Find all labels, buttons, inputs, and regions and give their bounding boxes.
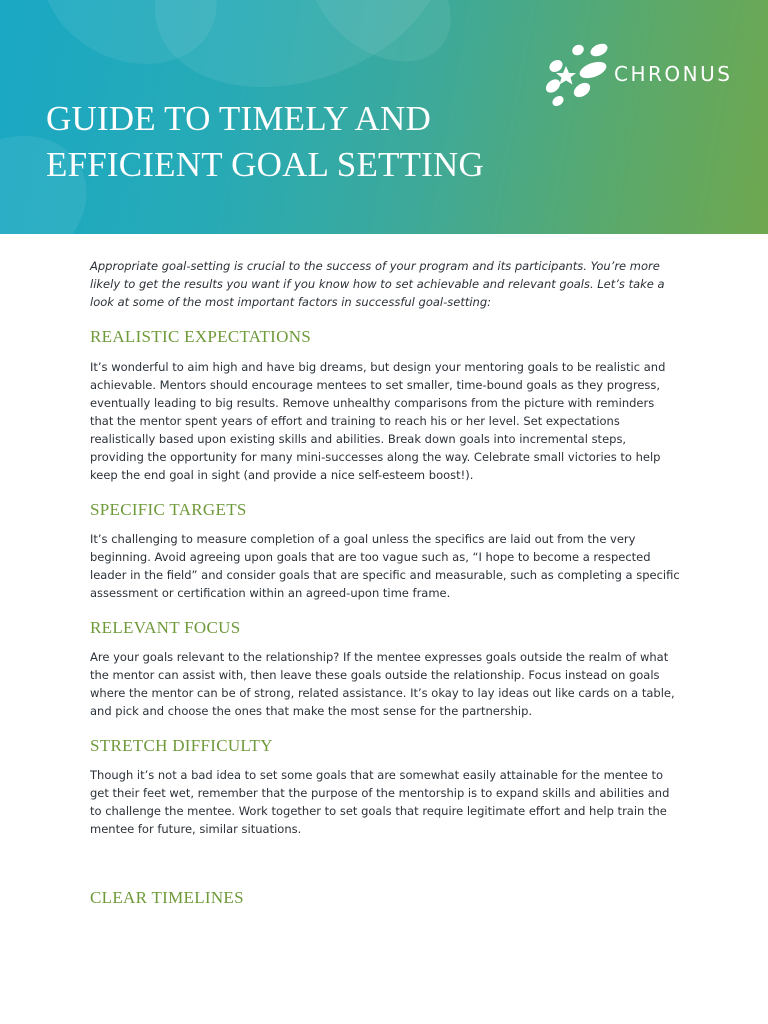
- section-heading-specific-targets: SPECIFIC TARGETS: [90, 500, 247, 519]
- logo-wordmark: CHRONUS: [614, 62, 733, 86]
- section-body-realistic-expectations: It’s wonderful to aim high and have big dreams, but design your mentoring goals to be realistic and achievable. Mentors should encourage mentees to set smaller, time-bound goals as they progress, eventually leading to big results. Remove unhealthy comparisons from the picture with reminders that the mentor spent years of effort and training to reach his or her level. Set expectations realistically based upon existing skills and abilities. Break down goals into incremental steps, providing the opportunity for many mini-successes along the way. Celebrate small victories to help keep the end goal in sight (and provide a nice self-esteem boost!).: [90, 360, 666, 482]
- document-body: [90, 257, 680, 909]
- section-body-relevant-focus: Are your goals relevant to the relationship? If the mentee expresses goals outside the realm of what the mentor can assist with, then leave these goals outside the relationship. Focus instead on goals where the mentor can be of strong, related assistance. It’s okay to lay ideas out like cards on a table, and pick and choose the ones that make the most sense for the partnership.: [90, 650, 675, 718]
- intro-paragraph: Appropriate goal-setting is crucial to the success of your program and its participants. You’re more likely to get the results you want if you know how to set achievable and relevant goals. Let’s take a look at some of the most important factors in successful goal-setting:: [90, 259, 665, 309]
- title-line-1: GUIDE TO TIMELY AND: [46, 99, 431, 138]
- header-banner: [0, 0, 768, 234]
- chronus-logo: [544, 42, 744, 108]
- section-heading-stretch-difficulty: STRETCH DIFFICULTY: [90, 736, 273, 755]
- section-body-specific-targets: It’s challenging to measure completion of a goal unless the specifics are laid out from the very beginning. Avoid agreeing upon goals that are too vague such as, “I hope to become a respected leader in the field” and consider goals that are specific and measurable, such as completing a specific assessment or certification within an agreed-upon time frame.: [90, 532, 680, 600]
- section-heading-realistic-expectations: REALISTIC EXPECTATIONS: [90, 327, 312, 346]
- section-heading-relevant-focus: RELEVANT FOCUS: [90, 618, 241, 637]
- page-title: [46, 96, 566, 188]
- section-body-stretch-difficulty: Though it’s not a bad idea to set some goals that are somewhat easily attainable for the mentee to get their feet wet, remember that the purpose of the mentorship is to expand skills and abilities and to challenge the mentee. Work together to set goals that require legitimate effort and help train the mentee for future, similar situations.: [90, 768, 670, 836]
- title-line-2: EFFICIENT GOAL SETTING: [46, 145, 484, 184]
- section-heading-clear-timelines: CLEAR TIMELINES: [90, 888, 244, 907]
